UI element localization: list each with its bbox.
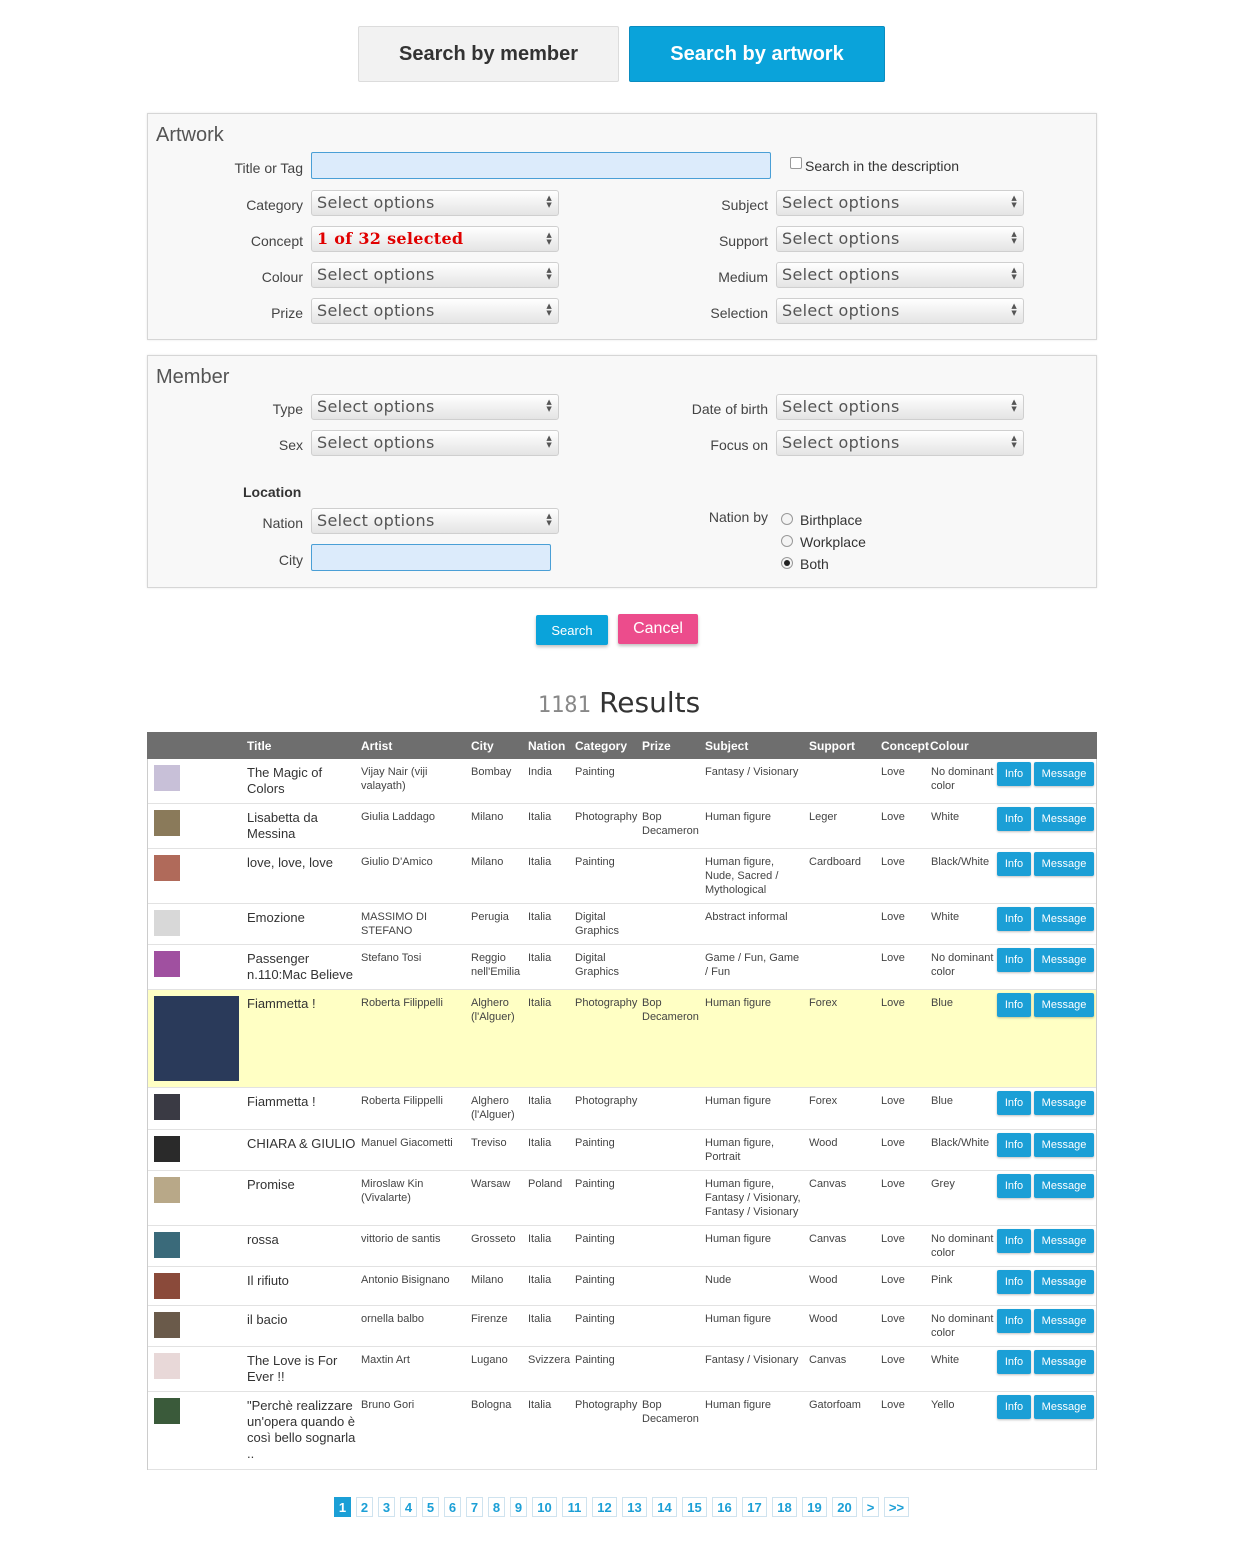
type-select-value: Select options xyxy=(317,397,435,416)
nation-by-label: Nation by xyxy=(708,509,768,525)
artwork-thumbnail[interactable] xyxy=(154,1136,180,1162)
message-button[interactable]: Message xyxy=(1034,1270,1094,1294)
cell-subject: Human figure, Fantasy / Visionary, Fantasy / Visionary xyxy=(705,1178,801,1218)
cell-artist: Roberta Filippelli xyxy=(361,997,443,1009)
cell-city: Milano xyxy=(471,811,504,823)
radio-workplace-label: Workplace xyxy=(800,534,866,550)
results-heading xyxy=(0,686,1238,720)
cell-category: Painting xyxy=(575,766,615,778)
date-of-birth-label: Date of birth xyxy=(691,401,768,417)
cell-artist: Vijay Nair (viji valayath) xyxy=(361,766,428,792)
message-button[interactable]: Message xyxy=(1034,948,1094,972)
select-arrows-icon: ▲ ▼ xyxy=(546,266,552,281)
selection-select-value: Select options xyxy=(782,301,900,320)
pagination xyxy=(0,1497,1238,1519)
page-last[interactable]: >> xyxy=(884,1497,909,1517)
support-select[interactable] xyxy=(776,226,1024,252)
message-button[interactable]: Message xyxy=(1034,807,1094,831)
cell-nation: Italia xyxy=(528,856,552,868)
table-row xyxy=(148,1267,1096,1306)
search-description-checkbox[interactable] xyxy=(790,157,802,169)
page-9[interactable]: 9 xyxy=(510,1497,527,1517)
support-select-value: Select options xyxy=(782,229,900,248)
message-button[interactable]: Message xyxy=(1034,852,1094,876)
artwork-thumbnail[interactable] xyxy=(154,910,180,936)
th-support[interactable]: Support xyxy=(809,739,855,753)
cell-artist: Giulia Laddago xyxy=(361,811,436,823)
cell-colour: Blue xyxy=(931,997,954,1009)
th-city[interactable]: City xyxy=(471,739,494,753)
cell-subject: Human figure xyxy=(705,811,772,823)
cell-city: Grosseto xyxy=(471,1233,516,1245)
city-label: City xyxy=(278,552,303,568)
cell-title[interactable]: Lisabetta da Messina xyxy=(247,810,318,841)
cell-city: Warsaw xyxy=(471,1178,511,1190)
page-6[interactable]: 6 xyxy=(444,1497,461,1517)
cell-title[interactable]: "Perchè realizzare un'opera quando è così bello sognarla .. xyxy=(247,1398,356,1461)
cell-artist: Stefano Tosi xyxy=(361,952,422,964)
cell-artist: Roberta Filippelli xyxy=(361,1095,443,1107)
cell-title[interactable]: Passenger n.110:Mac Believe xyxy=(247,951,353,982)
table-row xyxy=(148,804,1096,849)
cell-concept: Love xyxy=(881,1233,905,1245)
cell-city: Treviso xyxy=(471,1137,507,1149)
message-button[interactable]: Message xyxy=(1034,1395,1094,1419)
artwork-thumbnail[interactable] xyxy=(154,951,180,977)
table-header xyxy=(147,732,1097,759)
cell-support: Gatorfoam xyxy=(809,1399,861,1411)
info-button[interactable]: Info xyxy=(997,1229,1031,1253)
focus-on-select-value: Select options xyxy=(782,433,900,452)
cell-nation: Italia xyxy=(528,1399,552,1411)
artwork-thumbnail[interactable] xyxy=(154,1232,180,1258)
page-15[interactable]: 15 xyxy=(682,1497,707,1517)
th-concept[interactable]: Concept xyxy=(881,739,929,753)
select-arrows-icon: ▲ ▼ xyxy=(546,194,552,209)
cell-prize: Bop Decameron xyxy=(642,1399,699,1425)
message-button[interactable]: Message xyxy=(1034,1350,1094,1374)
cell-category: Photography xyxy=(575,811,638,823)
sex-label: Sex xyxy=(278,437,303,453)
cell-artist: Antonio Bisignano xyxy=(361,1274,450,1286)
cell-prize: Bop Decameron xyxy=(642,811,699,837)
table-row xyxy=(148,1306,1096,1347)
subject-select-value: Select options xyxy=(782,193,900,212)
page-next[interactable]: > xyxy=(862,1497,879,1517)
date-of-birth-select-value: Select options xyxy=(782,397,900,416)
cell-support: Wood xyxy=(809,1274,838,1286)
table-row xyxy=(148,1392,1096,1470)
page-14[interactable]: 14 xyxy=(652,1497,677,1517)
category-select-value: Select options xyxy=(317,193,435,212)
cell-colour: White xyxy=(931,911,960,923)
table-row xyxy=(148,1088,1096,1130)
artwork-thumbnail[interactable] xyxy=(154,855,180,881)
cell-category: Painting xyxy=(575,1137,615,1149)
cell-category: Painting xyxy=(575,1178,615,1190)
message-button[interactable]: Message xyxy=(1034,907,1094,931)
member-fieldset xyxy=(147,355,1097,588)
info-button[interactable]: Info xyxy=(997,1395,1031,1419)
page-3[interactable]: 3 xyxy=(378,1497,395,1517)
page-11[interactable]: 11 xyxy=(562,1497,587,1517)
select-arrows-icon: ▲ ▼ xyxy=(1011,434,1017,449)
cell-colour: No dominant color xyxy=(931,952,994,978)
city-input[interactable] xyxy=(311,544,551,571)
page-18[interactable]: 18 xyxy=(772,1497,797,1517)
page-4[interactable]: 4 xyxy=(400,1497,417,1517)
page-17[interactable]: 17 xyxy=(742,1497,767,1517)
cell-concept: Love xyxy=(881,1313,905,1325)
cell-category: Photography xyxy=(575,1399,638,1411)
info-button[interactable]: Info xyxy=(997,807,1031,831)
radio-workplace[interactable] xyxy=(781,535,793,547)
cell-concept: Love xyxy=(881,1095,905,1107)
cell-colour: Pink xyxy=(931,1274,953,1286)
cell-nation: Poland xyxy=(528,1178,563,1190)
tab-search-by-member[interactable]: Search by member xyxy=(358,26,619,82)
cell-title[interactable]: love, love, love xyxy=(247,855,333,870)
cell-subject: Human figure xyxy=(705,997,772,1009)
cell-city: Firenze xyxy=(471,1313,508,1325)
artwork-thumbnail[interactable] xyxy=(154,765,180,791)
cell-subject: Human figure, Nude, Sacred / Mythological xyxy=(705,856,779,896)
cell-colour: No dominant color xyxy=(931,766,994,792)
cell-nation: Italia xyxy=(528,1233,552,1245)
cell-nation: Italia xyxy=(528,997,552,1009)
cell-support: Canvas xyxy=(809,1354,847,1366)
cell-city: Bombay xyxy=(471,766,512,778)
cell-artist: Miroslaw Kin (Vivalarte) xyxy=(361,1178,424,1204)
artwork-thumbnail[interactable] xyxy=(154,1353,180,1379)
cell-category: Digital Graphics xyxy=(575,911,620,937)
info-button[interactable]: Info xyxy=(997,1309,1031,1333)
cell-nation: Italia xyxy=(528,1137,552,1149)
table-row xyxy=(148,1130,1096,1171)
artwork-thumbnail[interactable] xyxy=(154,810,180,836)
cell-city: Perugia xyxy=(471,911,509,923)
page-5[interactable]: 5 xyxy=(422,1497,439,1517)
cell-title[interactable]: CHIARA & GIULIO xyxy=(247,1136,356,1151)
cell-title[interactable]: The Love is For Ever !! xyxy=(247,1353,338,1384)
cell-nation: Svizzera xyxy=(528,1354,571,1366)
cell-concept: Love xyxy=(881,1354,905,1366)
info-button[interactable]: Info xyxy=(997,1174,1031,1198)
cell-title[interactable]: Fiammetta ! xyxy=(247,996,316,1011)
th-colour[interactable]: Colour xyxy=(930,739,969,753)
support-label: Support xyxy=(718,233,768,249)
message-button[interactable]: Message xyxy=(1034,1133,1094,1157)
page-20[interactable]: 20 xyxy=(832,1497,857,1517)
cell-concept: Love xyxy=(881,997,905,1009)
cell-title[interactable]: Promise xyxy=(247,1177,295,1192)
cell-colour: Grey xyxy=(931,1178,955,1190)
info-button[interactable]: Info xyxy=(997,948,1031,972)
date-of-birth-select[interactable] xyxy=(776,394,1024,420)
cell-nation: Italia xyxy=(528,1274,552,1286)
cell-city: Alghero (l'Alguer) xyxy=(471,997,515,1023)
subject-select[interactable] xyxy=(776,190,1024,216)
cell-concept: Love xyxy=(881,952,905,964)
cell-subject: Human figure xyxy=(705,1233,772,1245)
page-12[interactable]: 12 xyxy=(592,1497,617,1517)
artwork-thumbnail[interactable] xyxy=(154,1094,180,1120)
page-1[interactable]: 1 xyxy=(334,1497,351,1517)
select-arrows-icon: ▲ ▼ xyxy=(1011,302,1017,317)
cell-subject: Abstract informal xyxy=(705,911,788,923)
table-row xyxy=(148,1171,1096,1226)
page-19[interactable]: 19 xyxy=(802,1497,827,1517)
info-button[interactable]: Info xyxy=(997,762,1031,786)
info-button[interactable]: Info xyxy=(997,1350,1031,1374)
subject-label: Subject xyxy=(721,197,768,213)
cell-nation: Italia xyxy=(528,911,552,923)
cell-nation: Italia xyxy=(528,952,552,964)
colour-select-value: Select options xyxy=(317,265,435,284)
cell-colour: White xyxy=(931,811,960,823)
select-arrows-icon: ▲ ▼ xyxy=(1011,230,1017,245)
artwork-legend: Artwork xyxy=(156,124,224,146)
message-button[interactable]: Message xyxy=(1034,1174,1094,1198)
info-button[interactable]: Info xyxy=(997,1270,1031,1294)
cell-artist: Bruno Gori xyxy=(361,1399,415,1411)
cell-artist: Maxtin Art xyxy=(361,1354,410,1366)
table-row xyxy=(148,904,1096,945)
cell-city: Lugano xyxy=(471,1354,508,1366)
cell-support: Canvas xyxy=(809,1178,847,1190)
th-nation[interactable]: Nation xyxy=(528,739,566,753)
select-arrows-icon: ▲ ▼ xyxy=(1011,398,1017,413)
radio-both[interactable] xyxy=(781,557,793,569)
artwork-fieldset xyxy=(147,113,1097,340)
results-count: 1181 xyxy=(537,693,591,718)
cell-category: Painting xyxy=(575,1354,615,1366)
medium-select[interactable] xyxy=(776,262,1024,288)
cell-artist: Manuel Giacometti xyxy=(361,1137,453,1149)
cell-support: Cardboard xyxy=(809,856,861,868)
select-arrows-icon: ▲ ▼ xyxy=(546,512,552,527)
prize-select-value: Select options xyxy=(317,301,435,320)
cell-concept: Love xyxy=(881,766,905,778)
info-button[interactable]: Info xyxy=(997,907,1031,931)
title-tag-input[interactable] xyxy=(311,152,771,179)
select-arrows-icon: ▲ ▼ xyxy=(1011,266,1017,281)
table-row xyxy=(148,759,1096,804)
sex-select-value: Select options xyxy=(317,433,435,452)
type-label: Type xyxy=(272,401,303,417)
table-row xyxy=(148,1226,1096,1267)
cell-subject: Human figure xyxy=(705,1313,772,1325)
cell-support: Wood xyxy=(809,1313,838,1325)
nation-select-value: Select options xyxy=(317,511,435,530)
radio-both-label: Both xyxy=(800,556,829,572)
cell-colour: No dominant color xyxy=(931,1313,994,1339)
cell-title[interactable]: Il rifiuto xyxy=(247,1273,289,1288)
message-button[interactable]: Message xyxy=(1034,993,1094,1017)
page-7[interactable]: 7 xyxy=(466,1497,483,1517)
tab-search-by-artwork[interactable]: Search by artwork xyxy=(629,26,885,82)
artwork-thumbnail[interactable] xyxy=(154,1398,180,1424)
radio-birthplace-label: Birthplace xyxy=(800,512,863,528)
cell-support: Forex xyxy=(809,997,838,1009)
search-description-label: Search in the description xyxy=(805,158,960,174)
message-button[interactable]: Message xyxy=(1034,1091,1094,1115)
cell-colour: Black/White xyxy=(931,856,990,868)
artwork-thumbnail[interactable] xyxy=(154,1177,180,1203)
artwork-thumbnail[interactable] xyxy=(154,996,239,1081)
cell-support: Wood xyxy=(809,1137,838,1149)
focus-on-select[interactable] xyxy=(776,430,1024,456)
th-subject[interactable]: Subject xyxy=(705,739,749,753)
info-button[interactable]: Info xyxy=(997,1091,1031,1115)
cell-prize: Bop Decameron xyxy=(642,997,699,1023)
page-8[interactable]: 8 xyxy=(488,1497,505,1517)
member-legend: Member xyxy=(156,366,230,388)
info-button[interactable]: Info xyxy=(997,1133,1031,1157)
cell-subject: Nude xyxy=(705,1274,732,1286)
cell-concept: Love xyxy=(881,911,905,923)
cell-title[interactable]: Fiammetta ! xyxy=(247,1094,316,1109)
cell-city: Milano xyxy=(471,1274,504,1286)
select-arrows-icon: ▲ ▼ xyxy=(546,302,552,317)
cell-subject: Game / Fun, Game / Fun xyxy=(705,952,800,978)
focus-on-label: Focus on xyxy=(710,437,768,453)
table-row xyxy=(148,945,1096,990)
cell-title[interactable]: il bacio xyxy=(247,1312,288,1327)
medium-label: Medium xyxy=(718,269,768,285)
cell-nation: Italia xyxy=(528,811,552,823)
page-10[interactable]: 10 xyxy=(532,1497,557,1517)
info-button[interactable]: Info xyxy=(997,852,1031,876)
cell-artist: ornella balbo xyxy=(361,1313,424,1325)
cell-concept: Love xyxy=(881,856,905,868)
cell-category: Painting xyxy=(575,1313,615,1325)
th-artist[interactable]: Artist xyxy=(361,739,393,753)
results-word: Results xyxy=(599,686,701,719)
cell-artist: vittorio de santis xyxy=(361,1233,441,1245)
results-table xyxy=(147,732,1097,1470)
cell-colour: Black/White xyxy=(931,1137,990,1149)
table-row xyxy=(148,1347,1096,1392)
select-arrows-icon: ▲ ▼ xyxy=(1011,194,1017,209)
medium-select-value: Select options xyxy=(782,265,900,284)
info-button[interactable]: Info xyxy=(997,993,1031,1017)
cell-category: Photography xyxy=(575,997,638,1009)
cell-subject: Fantasy / Visionary xyxy=(705,766,799,778)
cell-support: Leger xyxy=(809,811,838,823)
colour-label: Colour xyxy=(261,269,303,285)
cell-city: Milano xyxy=(471,856,504,868)
cell-colour: Yello xyxy=(931,1399,955,1411)
cell-concept: Love xyxy=(881,1137,905,1149)
title-tag-label: Title or Tag xyxy=(234,160,303,176)
selection-label: Selection xyxy=(710,305,768,321)
search-button[interactable]: Search xyxy=(536,615,608,645)
message-button[interactable]: Message xyxy=(1034,762,1094,786)
cell-nation: Italia xyxy=(528,1313,552,1325)
table-row xyxy=(148,990,1096,1088)
prize-label: Prize xyxy=(271,305,303,321)
th-title[interactable]: Title xyxy=(247,739,272,753)
select-arrows-icon: ▲ ▼ xyxy=(546,398,552,413)
page-13[interactable]: 13 xyxy=(622,1497,647,1517)
cell-category: Painting xyxy=(575,1274,615,1286)
cell-colour: Blue xyxy=(931,1095,954,1107)
cell-artist: Giulio D'Amico xyxy=(361,856,433,868)
artwork-thumbnail[interactable] xyxy=(154,1273,180,1299)
th-category[interactable]: Category xyxy=(575,739,628,753)
cell-artist: MASSIMO DI STEFANO xyxy=(361,911,428,937)
cell-colour: No dominant color xyxy=(931,1233,994,1259)
concept-label: Concept xyxy=(250,233,303,249)
nation-label: Nation xyxy=(262,515,303,531)
artwork-thumbnail[interactable] xyxy=(154,1312,180,1338)
cell-concept: Love xyxy=(881,1399,905,1411)
select-arrows-icon: ▲ ▼ xyxy=(546,230,552,246)
cell-category: Painting xyxy=(575,1233,615,1245)
cell-subject: Fantasy / Visionary xyxy=(705,1354,799,1366)
cell-city: Alghero (l'Alguer) xyxy=(471,1095,515,1121)
cell-category: Digital Graphics xyxy=(575,952,620,978)
message-button[interactable]: Message xyxy=(1034,1309,1094,1333)
cell-concept: Love xyxy=(881,811,905,823)
cell-colour: White xyxy=(931,1354,960,1366)
cell-nation: Italia xyxy=(528,1095,552,1107)
cell-city: Reggio nell'Emilia xyxy=(471,952,521,978)
message-button[interactable]: Message xyxy=(1034,1229,1094,1253)
cell-title[interactable]: Emozione xyxy=(247,910,305,925)
category-label: Category xyxy=(246,197,303,213)
cell-subject: Human figure xyxy=(705,1399,772,1411)
page-2[interactable]: 2 xyxy=(356,1497,373,1517)
cell-support: Canvas xyxy=(809,1233,847,1245)
location-title: Location xyxy=(243,484,302,500)
select-arrows-icon: ▲ ▼ xyxy=(546,434,552,449)
th-prize[interactable]: Prize xyxy=(642,739,671,753)
table-row xyxy=(148,849,1096,904)
page-16[interactable]: 16 xyxy=(712,1497,737,1517)
cell-subject: Human figure xyxy=(705,1095,772,1107)
cell-concept: Love xyxy=(881,1178,905,1190)
cell-subject: Human figure, Portrait xyxy=(705,1137,775,1163)
cancel-button[interactable]: Cancel xyxy=(618,614,698,644)
cell-city: Bologna xyxy=(471,1399,512,1411)
concept-select-value: 1 of 32 selected xyxy=(317,229,464,248)
cell-title[interactable]: The Magic of Colors xyxy=(247,765,323,796)
cell-title[interactable]: rossa xyxy=(247,1232,279,1247)
cell-category: Photography xyxy=(575,1095,638,1107)
radio-birthplace[interactable] xyxy=(781,513,793,525)
selection-select[interactable] xyxy=(776,298,1024,324)
cell-support: Forex xyxy=(809,1095,838,1107)
cell-category: Painting xyxy=(575,856,615,868)
cell-nation: India xyxy=(528,766,552,778)
cell-concept: Love xyxy=(881,1274,905,1286)
